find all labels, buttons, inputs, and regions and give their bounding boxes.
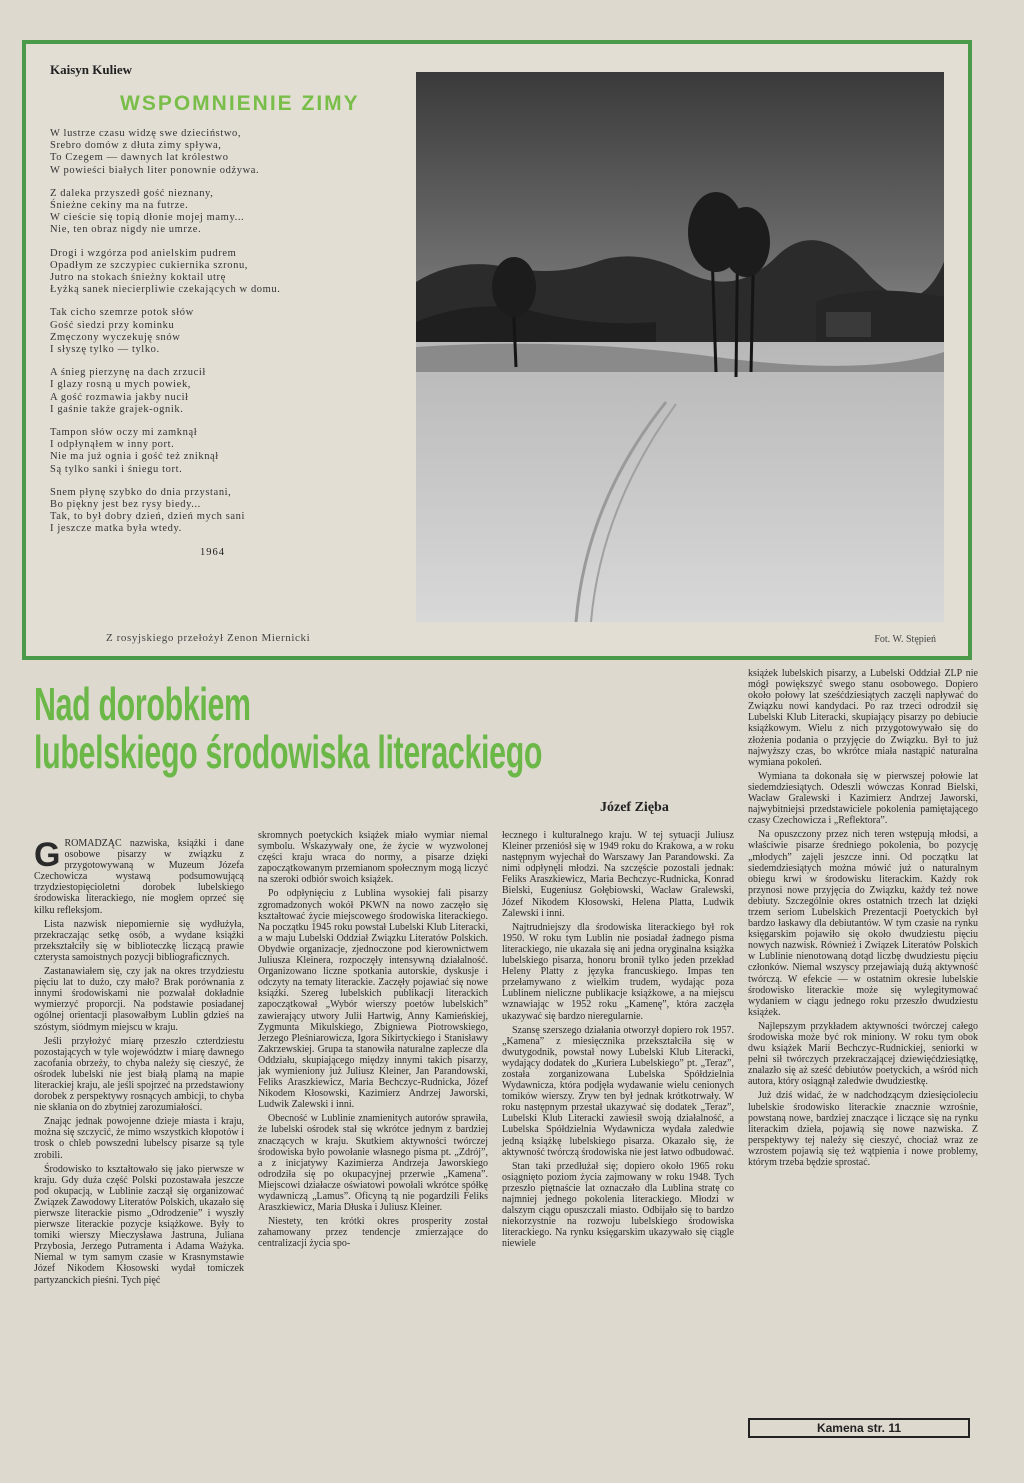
poem-year: 1964 [200,546,225,558]
paragraph: skromnych poetyckich książek miało wymiar niemal symbolu. Wskazywały one, że życie w wyzwolonej części kraju wraca do normy, a pisarze dzięki zapoczątkowanym przemianom społecznym mogą liczyć na szeroki odbiór swoich książek. [258,830,488,886]
poem-line: Nie, ten obraz nigdy nie umrze. [50,224,202,236]
paragraph: Jeśli przyłożyć miarę przeszło czterdziestu pozostających w tyle województw i miarę dawnego zacofania obrzeży, to chyba należy się cieszyć, że ośrodek lubelski nie jest białą plamą na mapie literackiej kraju, ale jeśli spojrzeć na przedstawiony dorobek z perspektywy rosnących ambicji, to chyba nie skłania on do zbytniej zarozumiałości. [34,1035,244,1114]
poem-line: Są tylko sanki i śniegu tort. [50,463,183,475]
poem-stanza [50,248,390,297]
poem-line: I glazy rosną u mych powiek, [50,379,192,391]
lead-text: ROMADZĄC nazwiska, książki i dane osobowe pisarzy w związku z przygotowywaną w Muzeum Józefa Czechowicza wystawą podsumowującą trzydziestopięcioletni dorobek lubelskiego środowiska literackiego, nie mogłem oprzeć się kilku refleksjom. [34,838,244,916]
paragraph: Najtrudniejszy dla środowiska literackiego był rok 1950. W roku tym Lublin nie posiadał żadnego pisma literackiego, nie ukazała się ani jedna oryginalna książka lubelskiego pisarza, honoru bronił tylko jeden przekład Heleny Platty z języka francuskiego. Impas ten przełamywano z wielkim trudem, wydając poza Lublinem nieliczne publikacje książkowe, a na miejscu wznawiając w 1952 roku „Kamenę”, która zaczęła ukazywać się bardzo nieregularnie. [502,921,734,1022]
poem-stanza [50,188,390,237]
poem-line: Nie ma już ognia i gość też zniknął [50,451,219,463]
paragraph: Znając jednak powojenne dzieje miasta i kraju, można się szczycić, że mimo wszystkich kłopotów i trosk o chleb powszedni lubelscy pisarze są tyle zrobili. [34,1116,244,1161]
photo-credit: Fot. W. Stępień [874,634,936,645]
poem-line: To Czegem — dawnych lat królestwo [50,152,229,164]
poem-line: Opadłym ze szczypiec cukiernika szronu, [50,259,249,271]
paragraph: Zastanawiałem się, czy jak na okres trzydziestu pięciu lat to dużo, czy mało? Brak porównania z innymi środowiskami nie pozwalał dokładnie wymierzyć proporcji. Na podstawie posiadanej ogólnej orientacji plasowałbym Lublin gdzieś na szóstym, siódmym miejscu w kraju. [34,966,244,1033]
poem-stanza [50,427,390,476]
article-column-4 [748,668,978,1171]
poem-stanza [50,367,390,416]
poem-line: I odpłynąłem w inny port. [50,439,175,451]
poem-line: Tak, to był dobry dzień, dzień mych sani [50,511,246,523]
poem-line: I jeszcze matka była wtedy. [50,523,182,535]
paragraph: Na opuszczony przez nich teren wstępują młodsi, a właściwie pisarze średniego pokolenia, bo pozycję „młodych” zajęli jeszcze inni. Od początku lat siedemdziesiątych można mówić już o naturalnym obiegu krwi w środowisku literackim. Każdy rok przynosi nowe przyjęcia do Związku, każdy też nowe debiuty. Szczególnie okres ostatnich trzech lat dzięki trzem seriom Lubelskich Prezentacji Poetyckich był bardzo łaskawy dla debiutantów. W tym czasie na rynku księgarskim pojawiło się około dwudziestu pięciu nowych nazwisk. Również i Związek Literatów Polskich w Lublinie nienotowaną dotąd liczbę dwudziestu pięciu członków. Niemal wszyscy przejawiają dużą aktywność twórczą. W efekcie — w ostatnim okresie lubelskie środowisko literackie może się wylegitymować wydaniem w ciągu jednego roku przeszło dwudziestu książek. [748,829,978,1018]
poem-line: Tampon słów oczy mi zamknął [50,427,198,439]
poem-line: W powieści białych liter ponownie odżywa. [50,164,260,176]
paragraph: łecznego i kulturalnego kraju. W tej sytuacji Juliusz Kleiner przeniósł się w 1949 roku do Krakowa, a w roku następnym wyjechał do Warszawy Jan Parandowski. Za nimi odpłynęli młodzi. Na szczęście pozostali jednak: Feliks Araszkiewicz, Maria Bechczyc-Rudnicka, Konrad Bielski, Eugeniusz Gołębiowski, Wacław Gralewski, Józef Nikodem Kłosowski, Helena Platta, Ludwik Zalewski i inni. [502,830,734,919]
poem-line: Z daleka przyszedł gość nieznany, [50,187,214,199]
poem-line: Zmęczony wyczekuję snów [50,331,181,343]
poem-line: I gaśnie także grajek-ognik. [50,403,184,415]
paragraph: Niestety, ten krótki okres prosperity został zahamowany przez tendencje zmierzające do centralizacji życia spo- [258,1216,488,1250]
headline-line-1: Nad dorobkiem [34,678,251,730]
poem-section [50,62,390,657]
poem-line: A gość rozmawia jakby nucił [50,391,189,403]
poem-line: Snem płynę szybko do dnia przystani, [50,486,232,498]
poem-line: Śnieżne cekiny ma na futrze. [50,200,189,212]
paragraph: Najlepszym przykładem aktywności twórczej całego środowiska może być rok miniony. W roku tym obok dwu książek Marii Bechczyc-Rudnickiej, seniorki w pełni sił twórczych przekraczającej dziewięćdziesiątkę, znalazło się aż sześć debiutów poetyckich, a wśród nich autora, który osiągnął zaledwie dwudziestkę. [748,1020,978,1088]
article-column-2 [258,830,488,1252]
article-headline [34,678,543,778]
poem-line: Tak cicho szemrze potok słów [50,307,194,319]
article-column-3 [502,830,734,1252]
poem-frame [22,40,972,660]
page-footer: Kamena str. 11 [748,1418,970,1438]
paragraph: Stan taki przedłużał się; dopiero około 1965 roku osiągnięto poziom życia zajmowany w roku 1948. Tych przeszło piętnaście lat oznaczało dla Lublina stratę co najmniej jednego pokolenia literackiego. Młodzi w dalszym ciągu opuszczali miasto. Odbijało się to bardzo niekorzystnie na rozwoju lubelskiego środowiska literackiego. Na rynku księgarskim ukazywało się ciągle niewiele [502,1160,734,1250]
translator-note: Z rosyjskiego przełożył Zenon Miernicki [106,632,311,644]
drop-cap: G [34,836,61,874]
paragraph: Wymiana ta dokonała się w pierwszej połowie lat siedemdziesiątych. Odeszli wówczas Konrad Bielski, Wacław Gralewski i Kazimierz Andrzej Jaworski, najwybitniejsi przedstawiciele pokolenia pamiętającego czasy Czechowicza i „Reflektora”. [748,770,978,827]
poem-line: W lustrze czasu widzę swe dzieciństwo, [50,128,242,139]
paragraph: Szansę szerszego działania otworzył dopiero rok 1957. „Kamena” z miesięcznika przekształciła się w dwutygodnik, powstał nowy Lubelski Klub Literacki, wydający dodatek do „Kuriera Lubelskiego” pt. „Teraz”, została zorganizowana Lubelska Spółdzielnia Wydawnicza, która podjęła wydawanie wielu cenionych tomików wierszy. Zryw ten był jednak krótkotrwały. W roku następnym przestał ukazywać się dodatek „Teraz”, Lubelski Klub Literacki zawiesił swoją działalność, a Lubelska Spółdzielnia Wydawnicza wydała zaledwie jedną książkę lubelskiego pisarza. Okazało się, że aktywność twórczą środowiska nie jest łatwo odbudować. [502,1024,734,1158]
paragraph: Obecność w Lublinie znamienitych autorów sprawiła, że lubelski ośrodek stał się wkrótce jednym z bardziej znaczących w kraju. Skutkiem aktywności twórczej środowiska było powołanie własnego pisma pt. „Zdrój”, a z inicjatywy Kazimierza Andrzeja Jaworskiego odrodziła się po okupacyjnej przerwie „Kamena”. Miejscowi działacze oświatowi powołali wkrótce spółkę wydawniczą „Lamus”. Oficyną tą nie pogardzili Feliks Araszkiewicz, Maria Dłuska i Juliusz Kleiner. [258,1113,488,1214]
paragraph: Już dziś widać, że w nadchodzącym dziesięcioleciu lubelskie środowisko literackie znacznie wzrośnie, powstaną nowe, bardziej znaczące i liczące się na rynku literackim dzieła, pojawią się nowe nazwiska. Z perspektywy tej należy się cieszyć, chociaż wraz ze wzrostem pojawią się też wątpienia i nowe problemy, którym trzeba będzie sprostać. [748,1090,978,1169]
poem-line: A śnieg pierzynę na dach zrzucił [50,367,206,379]
poem-author: Kaisyn Kuliew [50,62,132,77]
poem-title: WSPOMNIENIE ZIMY [120,92,360,115]
poem-stanza [50,307,390,356]
article-author: Józef Zięba [600,800,669,815]
winter-landscape-photo [416,72,944,622]
paragraph: Lista nazwisk niepomiernie się wydłużyła, przekraczając setkę osób, a wydane książki przekształciły się w biblioteczkę liczącą prawie czterysta samoistnych pozycji bibliograficznych. [34,918,244,963]
paragraph: książek lubelskich pisarzy, a Lubelski Oddział ZLP nie mógł powiększyć swego stanu osobowego. Dopiero około połowy lat sześćdziesiątych zaczęli napływać do Związku nowi kandydaci. Po raz trzeci odrodził się Lubelski Klub Literacki, skupiający pisarzy po debiucie książkowym. Wielu z nich przygotowywało się do złożenia podania o przyjęcie do Związku. Był to już najwyższy czas, bo wkrótce miała nastąpić naturalna wymiana pokoleń. [748,668,978,768]
article-column-1 [34,838,244,1289]
poem-stanza [50,487,390,536]
poem-line: Bo piękny jest bez rysy biedy... [50,499,201,511]
poem-stanza [50,128,390,177]
poem-line: Gość siedzi przy kominku [50,319,175,331]
paragraph: Środowisko to kształtowało się jako pierwsze w kraju. Gdy duża część Polski pozostawała jeszcze pod okupacją, w Lublinie zaczął się organizować Związek Zawodowy Literatów Polskich, ukazało się pierwsze literackie pismo „Odrodzenie” i wyszły pierwsze literackie pozycje książkowe. Były to tomiki wierszy Mieczysława Jastruna, Juliana Przybosia, Jerzego Putramenta i Adama Ważyka. Niemal w tym samym czasie w Krasnymstawie Józef Nikodem Kłosowski wydał tomiczek partyzanckich pieśni. Tych pięć [34,1163,244,1286]
poem-line: Srebro domów z dłuta zimy spływa, [50,140,222,152]
poem-line: W cieście się topią dłonie mojej mamy... [50,212,245,224]
article-lead [34,838,244,916]
poem-line: Drogi i wzgórza pod anielskim pudrem [50,247,237,259]
poem-line: Jutro na stokach śnieżny koktail utrę [50,272,226,284]
paragraph: Po odpłynięciu z Lublina wysokiej fali pisarzy zgromadzonych wokół PKWN na nowo zaczęło się kształtować życie miejscowego środowiska literackiego. Na początku 1945 roku powstał Lubelski Klub Literacki, a w maju Lubelski Oddział Związku Literatów Polskich. Obydwie organizacje, zjednoczone pod kierownictwem Juliusza Kleinera, rozpoczęły intensywną działalność. Organizowano liczne spotkania autorskie, dyskusje i odczyty na tematy literackie. Zaczęły pojawiać się nowe książki. Szereg lubelskich publikacji literackich zapoczątkował „Wybór wierszy poetów lubelskich” zawierający utwory Julii Hartwig, Anny Kamieńskiej, Zygmunta Mikulskiego, Zbigniewa Piotrowskiego, Jerzego Pleśniarowicza, Igora Sikirtyckiego i Stanisławy Zakrzewskiej. Grupa ta stanowiła naturalne zaplecze dla Oddziału, skupiającego między innymi takich pisarzy, jak wymieniony już Juliusz Kleiner, Jan Parandowski, Feliks Araszkiewicz, Maria Bechczyc-Rudnicka, Józef Nikodem Kłosowski, Kazimierz Andrzej Jaworski, Ludwik Zalewski i inni. [258,888,488,1111]
headline-line-2: lubelskiego środowiska literackiego [34,726,543,778]
poem-body [50,128,390,536]
poem-line: I słyszę tylko — tylko. [50,344,160,356]
poem-line: Łyżką sanek niecierpliwie czekających w domu. [50,284,281,296]
